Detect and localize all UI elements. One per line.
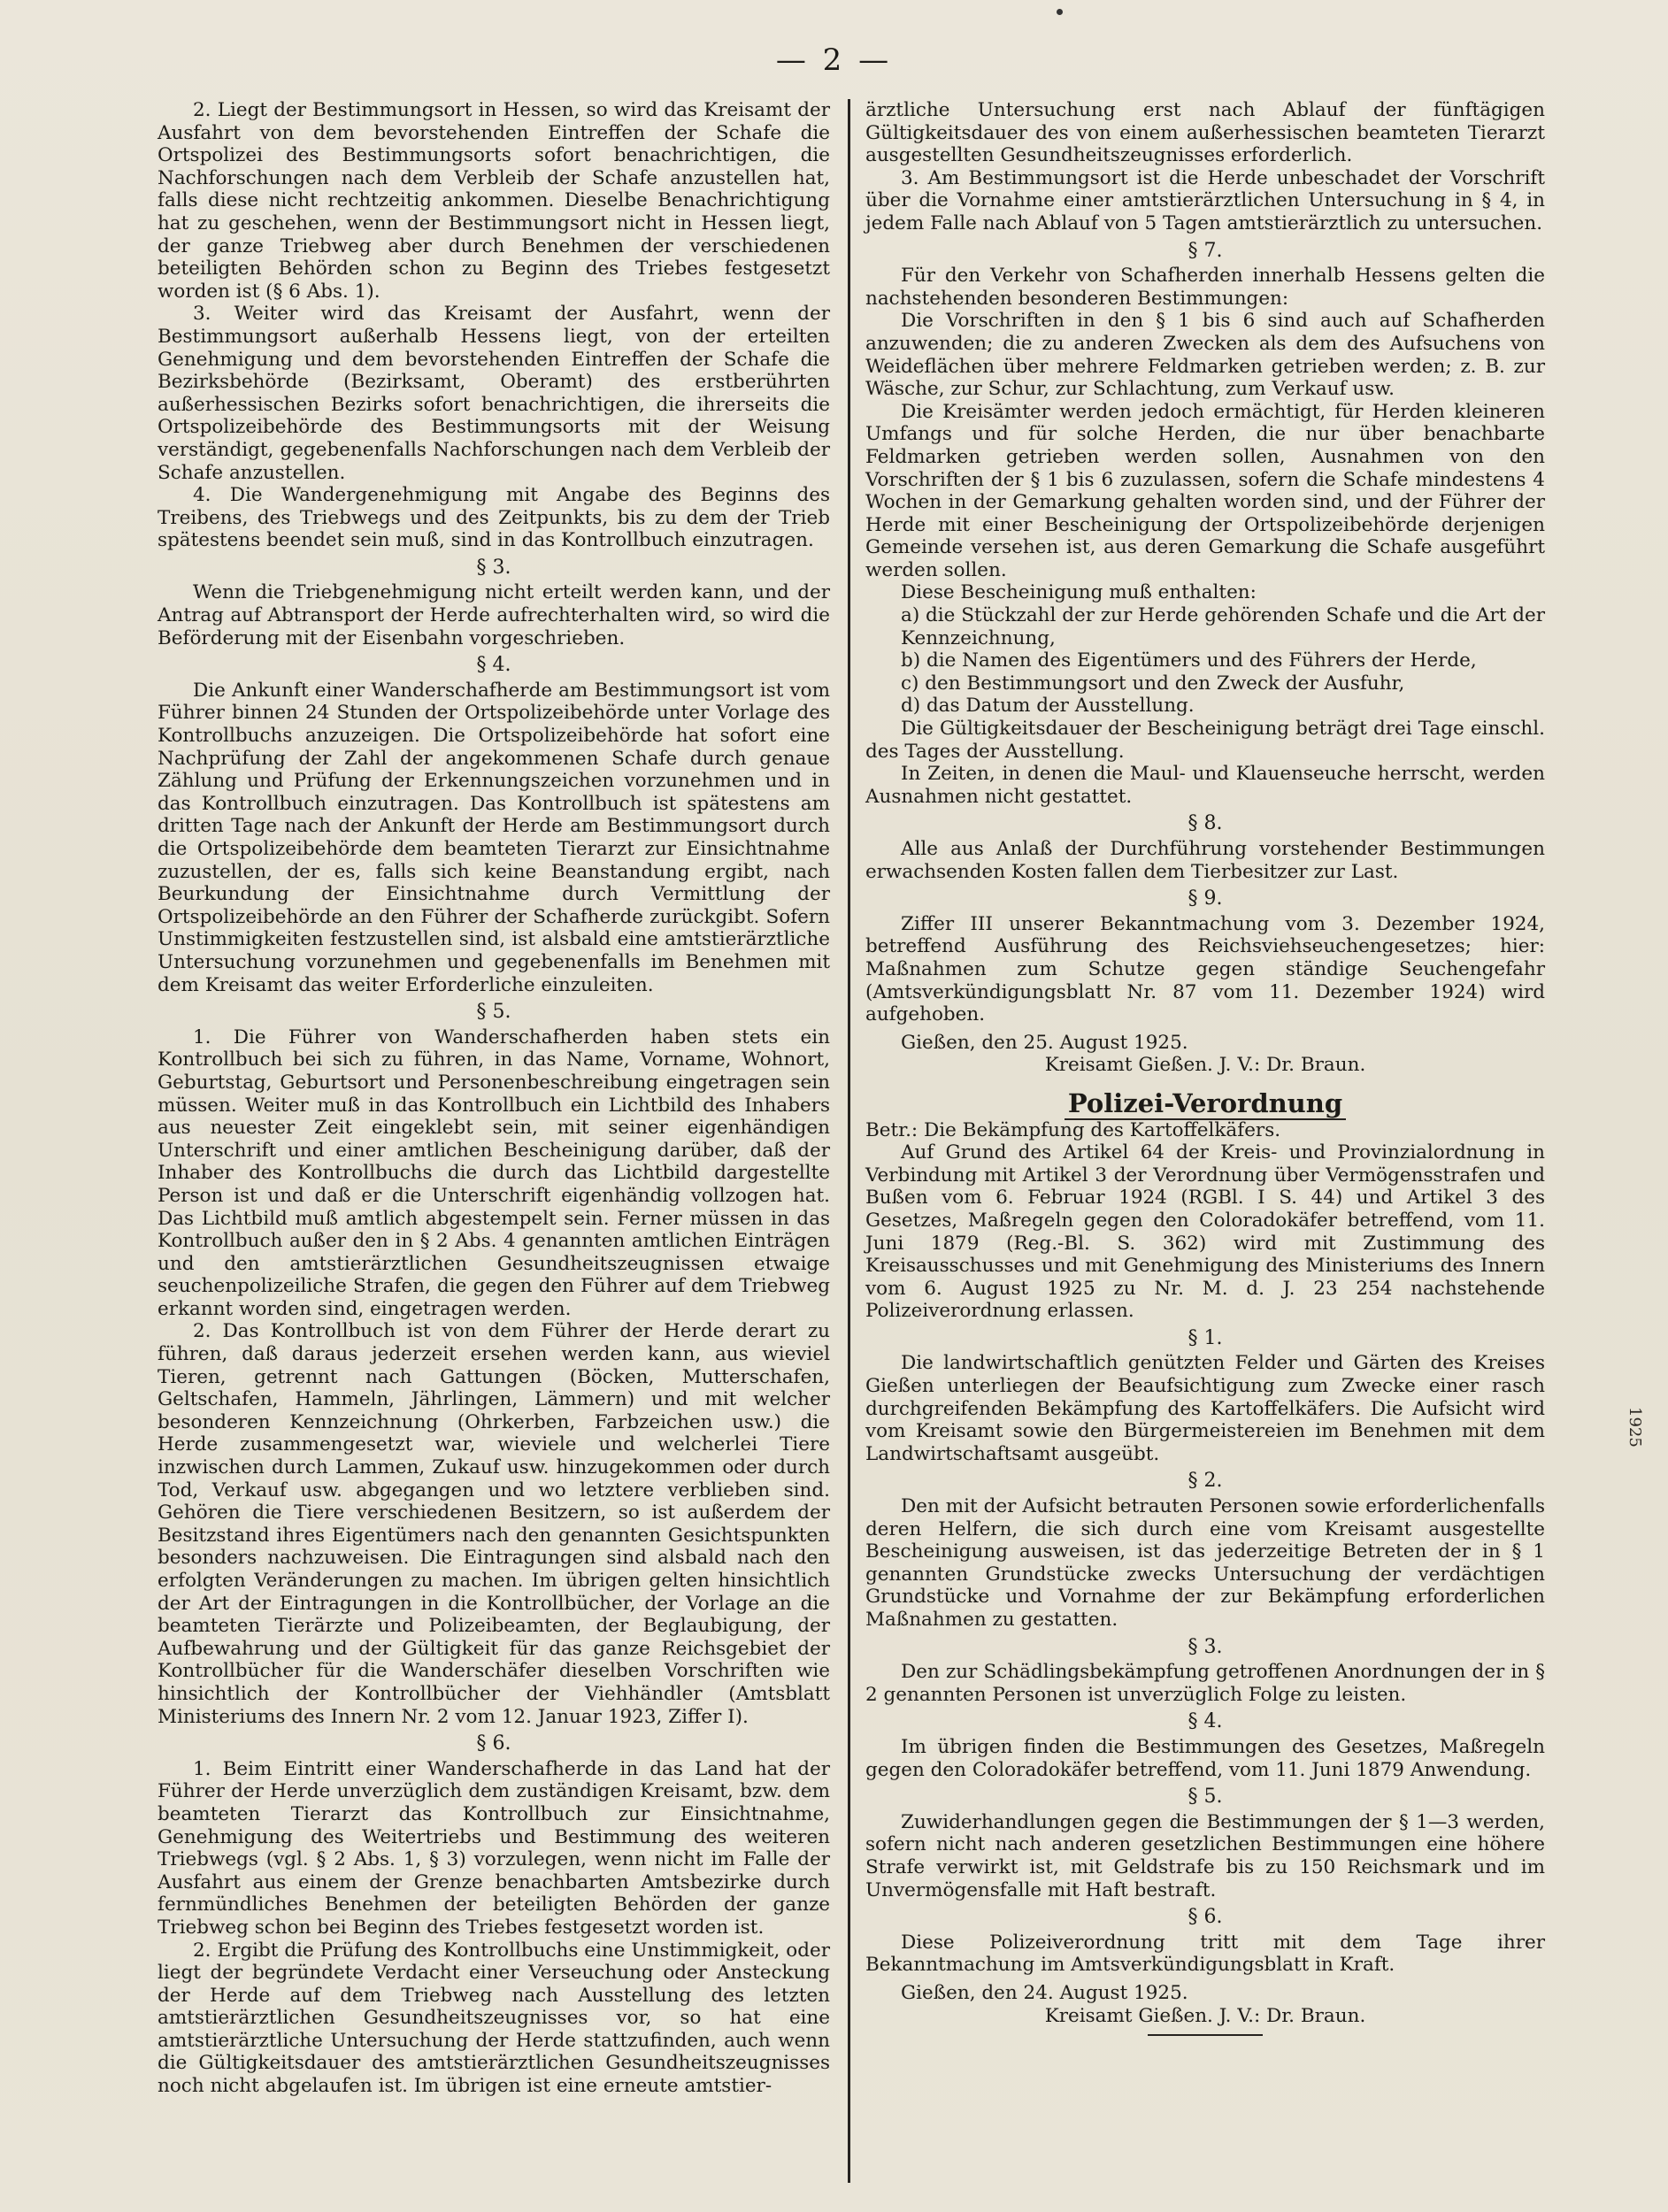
paragraph: Wenn die Triebgenehmigung nicht erteilt werden kann, und der Antrag auf Abtransport der Herde aufrechterhalten wird, so wird die Beförderung mit der Eisenbahn vorgeschrieben. xyxy=(158,581,830,649)
paragraph: In Zeiten, in denen die Maul- und Klauenseuche herrscht, werden Ausnahmen nicht gestattet. xyxy=(865,763,1545,808)
subject-line: Betr.: Die Bekämpfung des Kartoffelkäfers. xyxy=(865,1118,1281,1141)
paragraph: Die landwirtschaftlich genützten Felder und Gärten des Kreises Gießen unterliegen der Beaufsichtigung zum Zwecke einer rasch durchgreifenden Bekämpfung des Kartoffelkäfers. Die Aufsicht wird vom Kreisamt sowie den Bürgermeistereien im Benehmen mit dem Landwirtschaftsamt ausgeübt. xyxy=(865,1352,1545,1465)
section-number: § 4. xyxy=(1188,1710,1223,1733)
list-item: c) den Bestimmungsort und den Zweck der Ausfuhr, xyxy=(901,672,1405,695)
date-line: Gießen, den 25. August 1925. xyxy=(901,1031,1188,1054)
end-rule xyxy=(1148,2034,1263,2036)
paragraph: Den zur Schädlingsbekämpfung getroffenen Anordnungen der in § 2 genannten Personen ist unverzüglich Folge zu leisten. xyxy=(865,1661,1545,1706)
signature-line: Kreisamt Gießen. J. V.: Dr. Braun. xyxy=(1044,1054,1366,1077)
section-number: § 8. xyxy=(1188,812,1223,835)
paragraph: Zuwiderhandlungen gegen die Bestimmungen der § 1—3 werden, sofern nicht nach anderen gesetzlichen Bestimmungen eine höhere Strafe verwirkt ist, mit Geldstrafe bis zu 150 Reichsmark und im Unvermögensfalle mit Haft bestraft. xyxy=(865,1810,1545,1901)
paragraph: 3. Am Bestimmungsort ist die Herde unbeschadet der Vorschrift über die Vornahme einer amtstierärztlichen Untersuchung in § 4, in jedem Falle nach Ablauf von 5 Tagen amtstierärztlich zu untersuchen. xyxy=(865,166,1545,234)
column-divider xyxy=(848,99,850,2183)
paragraph: 1. Die Führer von Wanderschafherden haben stets ein Kontrollbuch bei sich zu führen, in das Name, Vorname, Wohnort, Geburtstag, Geburtsort und Personenbeschreibung eingetragen sein müssen. Weiter muß in das Kontrollbuch ein Lichtbild des Inhabers aus neuester Zeit eingeklebt sein, mit seiner eigenhändigen Unterschrift und einer amtlichen Bescheinigung darüber, daß der Inhaber des Kontrollbuchs die durch das Lichtbild dargestellte Person ist und daß er die Unterschrift eigenhändig vollzogen hat. Das Lichtbild muß amtlich abgestempelt sein. Ferner müssen in das Kontrollbuch außer den in § 2 Abs. 4 genannten amtlichen Einträgen und den amtstierärztlichen Gesundheitszeugnissen etwaige seuchenpolizeiliche Strafen, die gegen den Führer auf dem Triebweg erkannt worden sind, eingetragen werden. xyxy=(158,1025,830,1320)
date-line: Gießen, den 24. August 1925. xyxy=(901,1981,1188,2004)
paragraph: Auf Grund des Artikel 64 der Kreis- und Provinzialordnung in Verbindung mit Artikel 3 der Verordnung über Vermögensstrafen und Bußen vom 6. Februar 1924 (RGBl. I S. 44) und Artikel 3 des Gesetzes, Maßregeln gegen den Coloradokäfer betreffend, vom 11. Juni 1879 (Reg.-Bl. S. 362) wird mit Zustimmung des Kreisausschusses und mit Genehmigung des Ministeriums des Innern vom 6. August 1925 zu Nr. M. d. J. 23 254 nachstehende Polizeiverordnung erlassen. xyxy=(865,1141,1545,1323)
paragraph: Ziffer III unserer Bekanntmachung vom 3. Dezember 1924, betreffend Ausführung des Reichsviehseuchengesetzes; hier: Maßnahmen zum Schutze gegen ständige Seuchengefahr (Amtsverkündigungsblatt Nr. 87 vom 11. Dezember 1924) wird aufgehoben. xyxy=(865,912,1545,1026)
paragraph: Den mit der Aufsicht betrauten Personen sowie erforderlichenfalls deren Helfern, die sich durch eine vom Kreisamt ausgestellte Bescheinigung ausweisen, ist das jederzeitige Betreten der in § 1 genannten Grundstücke zwecks Untersuchung der verdächtigen Grundstücke und Vornahme der zur Bekämpfung erforderlichen Maßnahmen zu gestatten. xyxy=(865,1495,1545,1631)
section-number: § 5. xyxy=(1188,1786,1223,1809)
paragraph: Diese Bescheinigung muß enthalten: xyxy=(901,581,1257,604)
section-heading-text: Polizei-Verordnung xyxy=(1065,1088,1346,1120)
section-number: § 3. xyxy=(476,556,511,579)
section-number: § 7. xyxy=(1188,239,1223,262)
paragraph: Die Vorschriften in den § 1 bis 6 sind auch auf Schafherden anzuwenden; die zu anderen Zwecken als dem des Aufsuchens von Weideflächen über mehrere Feldmarken getrieben werden; z. B. zur Wäsche, zur Schur, zur Schlachtung, zum Verkauf usw. xyxy=(865,310,1545,401)
paragraph: Diese Polizeiverordnung tritt mit dem Tage ihrer Bekanntmachung im Amtsverkündigungsblatt in Kraft. xyxy=(865,1931,1545,1977)
list-item: a) die Stückzahl der zur Herde gehörenden Schafe und die Art der Kennzeichnung, xyxy=(901,604,1545,649)
paragraph: 4. Die Wandergenehmigung mit Angabe des Beginns des Treibens, des Triebwegs und des Zeitpunkts, bis zu dem der Trieb spätestens beendet sein muß, sind in das Kontrollbuch einzutragen. xyxy=(158,484,830,552)
paragraph: 2. Das Kontrollbuch ist von dem Führer der Herde derart zu führen, daß daraus jederzeit ersehen werden kann, aus wieviel Tieren, getrennt nach Gattungen (Böcken, Mutterschafen, Geltschafen, Hammeln, Jährlingen, Lämmern) und mit welcher besonderen Kennzeichnung (Ohrkerben, Farbzeichen usw.) die Herde zusammengesetzt war, wieviele und welcherlei Tiere inzwischen durch Lammen, Zukauf usw. hinzugekommen oder durch Tod, Verkauf usw. abgegangen und wo letztere verblieben sind. Gehören die Tiere verschiedenen Besitzern, so ist außerdem der Besitzstand ihres Eigentümers nach den genannten Gesichtspunkten besonders nachzuweisen. Die Eintragungen sind alsbald nach den erfolgten Veränderungen zu machen. Im übrigen gelten hinsichtlich der Art der Eintragungen in die Kontrollbücher, der Vorlage an die beamteten Tierärzte und Polizeibeamten, der Beglaubigung, der Aufbewahrung und der Gültigkeit für das ganze Reichsgebiet der Kontrollbücher für die Wanderschäfer dieselben Vorschriften wie hinsichtlich der Kontrollbücher der Viehhändler (Amtsblatt Ministeriums des Innern Nr. 2 vom 12. Januar 1923, Ziffer I). xyxy=(158,1320,830,1728)
right-column xyxy=(865,99,1545,2036)
ink-dot xyxy=(1057,9,1063,15)
paragraph: Die Gültigkeitsdauer der Bescheinigung beträgt drei Tage einschl. des Tages der Ausstellung. xyxy=(865,718,1545,763)
section-number: § 5. xyxy=(476,1001,511,1024)
paragraph: 3. Weiter wird das Kreisamt der Ausfahrt, wenn der Bestimmungsort außerhalb Hessens liegt, von der erteilten Genehmigung und dem bevorstehenden Eintreffen der Schafe die Bezirksbehörde (Bezirksamt, Oberamt) des erstberührten außerhessischen Bezirks sofort benachrichtigen, die ihrerseits die Ortspolizeibehörde des Bestimmungsorts mit der Weisung verständigt, gegebenenfalls Nachforschungen nach dem Verbleib der Schafe anzustellen. xyxy=(158,303,830,484)
signature-line: Kreisamt Gießen. J. V.: Dr. Braun. xyxy=(1044,2004,1366,2027)
list-item: d) das Datum der Ausstellung. xyxy=(901,695,1195,718)
section-number: § 4. xyxy=(476,654,511,677)
section-number: § 9. xyxy=(1188,887,1223,910)
section-number: § 6. xyxy=(476,1732,511,1755)
paragraph: 1. Beim Eintritt einer Wanderschafherde in das Land hat der Führer der Herde unverzüglich dem zuständigen Kreisamt, bzw. dem beamteten Tierarzt das Kontrollbuch zur Einsichtnahme, Genehmigung des Weitertriebs und Bestimmung des weiteren Triebwegs (vgl. § 2 Abs. 1, § 3) vorzulegen, wenn nicht im Falle der Ausfahrt aus einem der Grenze benachbarten Amtsbezirke durch fernmündliches Benehmen der beteiligten Behörden der ganze Triebweg schon bei Beginn des Triebes festgesetzt worden ist. xyxy=(158,1757,830,1939)
paragraph: Die Ankunft einer Wanderschafherde am Bestimmungsort ist vom Führer binnen 24 Stunden der Ortspolizeibehörde unter Vorlage des Kontrollbuchs anzuzeigen. Die Ortspolizeibehörde hat sofort eine Nachprüfung der Zahl der angekommenen Schafe durch genaue Zählung und Prüfung der Erkennungszeichen vorzunehmen und in das Kontrollbuch einzutragen. Das Kontrollbuch ist spätestens am dritten Tage nach der Ankunft der Herde am Bestimmungsort durch die Ortspolizeibehörde dem beamteten Tierarzt zur Einsichtnahme zuzustellen, der es, falls sich keine Beanstandung ergibt, nach Beurkundung der Einsichtnahme durch Vermittlung der Ortspolizeibehörde an den Führer der Schafherde zurückgibt. Sofern Unstimmigkeiten festzustellen sind, ist alsbald eine amtstierärztliche Untersuchung vorzunehmen und gegebenenfalls im Benehmen mit dem Kreisamt das weiter Erforderliche einzuleiten. xyxy=(158,679,830,996)
section-number: § 3. xyxy=(1188,1635,1223,1658)
paragraph: Im übrigen finden die Bestimmungen des Gesetzes, Maßregeln gegen den Coloradokäfer betreffend, vom 11. Juni 1879 Anwendung. xyxy=(865,1735,1545,1781)
paragraph-continued: ärztliche Untersuchung erst nach Ablauf der fünftägigen Gültigkeitsdauer des von einem außerhessischen beamteten Tierarzt ausgestellten Gesundheitszeugnisses erforderlich. xyxy=(865,99,1545,167)
page-number: — 2 — xyxy=(775,42,893,78)
paragraph: 2. Liegt der Bestimmungsort in Hessen, so wird das Kreisamt der Ausfahrt von dem bevorstehenden Eintreffen der Schafe die Ortspolizei des Bestimmungsorts sofort benachrichtigen, die Nachforschungen nach dem Verbleib der Schafe anzustellen hat, falls diese nicht rechtzeitig ankommen. Dieselbe Benachrichtigung hat zu geschehen, wenn der Bestimmungsort nicht in Hessen liegt, der ganze Triebweg aber durch Benehmen der verschiedenen beteiligten Behörden schon zu Beginn des Triebes festgesetzt worden ist (§ 6 Abs. 1). xyxy=(158,99,830,303)
list-item: b) die Namen des Eigentümers und des Führers der Herde, xyxy=(901,649,1477,672)
section-number: § 2. xyxy=(1188,1470,1223,1493)
section-heading xyxy=(865,1087,1545,1118)
section-number: § 1. xyxy=(1188,1326,1223,1349)
right-column-bottom xyxy=(865,1119,1545,2028)
paragraph: Die Kreisämter werden jedoch ermächtigt, für Herden kleineren Umfangs und für solche Herden, die nur über benachbarte Feldmarken getrieben werden sollen, Ausnahmen von den Vorschriften der § 1 bis 6 zuzulassen, sofern die Schafe mindestens 4 Wochen in der Gemarkung gehalten worden sind, und der Führer der Herde mit einer Bescheinigung der Ortspolizeibehörde derjenigen Gemeinde versehen ist, aus deren Gemarkung die Schafe ausgeführt werden sollen. xyxy=(865,400,1545,581)
left-column xyxy=(158,99,830,2098)
paragraph: Für den Verkehr von Schafherden innerhalb Hessens gelten die nachstehenden besonderen Bestimmungen: xyxy=(865,265,1545,310)
paragraph: 2. Ergibt die Prüfung des Kontrollbuchs eine Unstimmigkeit, oder liegt der begründete Verdacht einer Verseuchung oder Ansteckung der Herde auf dem Triebweg nach Ausstellung des letzten amtstierärztlichen Gesundheitszeugnisses vor, so hat eine amtstierärztliche Untersuchung der Herde stattzufinden, auch wenn die Gültigkeitsdauer des amtstierärztlichen Gesundheitszeugnisses noch nicht abgelaufen ist. Im übrigen ist eine erneute amtstier- xyxy=(158,1939,830,2098)
side-mark: 1925 xyxy=(1626,1407,1644,1448)
section-number: § 6. xyxy=(1188,1906,1223,1929)
right-column-top xyxy=(865,99,1545,1077)
paragraph: Alle aus Anlaß der Durchführung vorstehender Bestimmungen erwachsenden Kosten fallen dem Tierbesitzer zur Last. xyxy=(865,838,1545,883)
